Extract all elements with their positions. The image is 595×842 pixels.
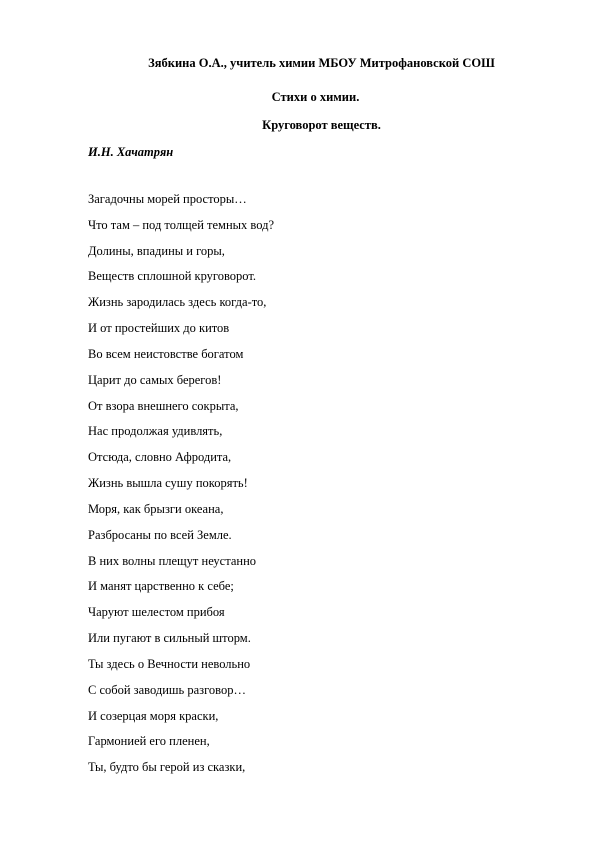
poem-line: Веществ сплошной круговорот. [88,269,257,284]
poem-line: Во всем неистовстве богатом [88,346,244,361]
poem-line: Чаруют шелестом прибоя [88,605,225,620]
poem-line: С собой заводишь разговор… [88,682,246,697]
poem-line: Гармонией его пленен, [88,734,210,749]
poem-line: Что там – под толщей темных вод? [88,217,275,232]
poem-line: Жизнь зародилась здесь когда-то, [88,295,267,310]
poem-line: Моря, как брызги океана, [88,501,224,516]
poem-line: Нас продолжая удивлять, [88,424,223,439]
poem-line: Жизнь вышла сушу покорять! [88,476,248,491]
poem-title: Круговорот веществ. [262,118,381,132]
poem-line: Ты здесь о Вечности невольно [88,656,251,671]
poem-line: И от простейших до китов [88,321,230,336]
poem-line: Долины, впадины и горы, [88,243,225,258]
poem-line: От взора внешнего сокрыта, [88,398,239,413]
poem-text [88,191,274,785]
poem-line: Царит до самых берегов! [88,372,222,387]
collection-title: Стихи о химии. [271,90,360,104]
poem-line: Отсюда, словно Афродита, [88,450,232,465]
poem-line: Ты, будто бы герой из сказки, [88,760,246,775]
poem-line: И манят царственно к себе; [88,579,234,594]
poem-line: В них волны плещут неустанно [88,553,257,568]
author-line: Зябкина О.А., учитель химии МБОУ Митрофановской СОШ [148,56,495,70]
poem-line: И созерцая моря краски, [88,708,219,723]
poem-line: Загадочны морей просторы… [88,192,247,206]
poem-line: Разбросаны по всей Земле. [88,527,232,542]
poem-line: Или пугают в сильный шторм. [88,631,251,646]
poet-name: И.Н. Хачатрян [88,145,174,159]
